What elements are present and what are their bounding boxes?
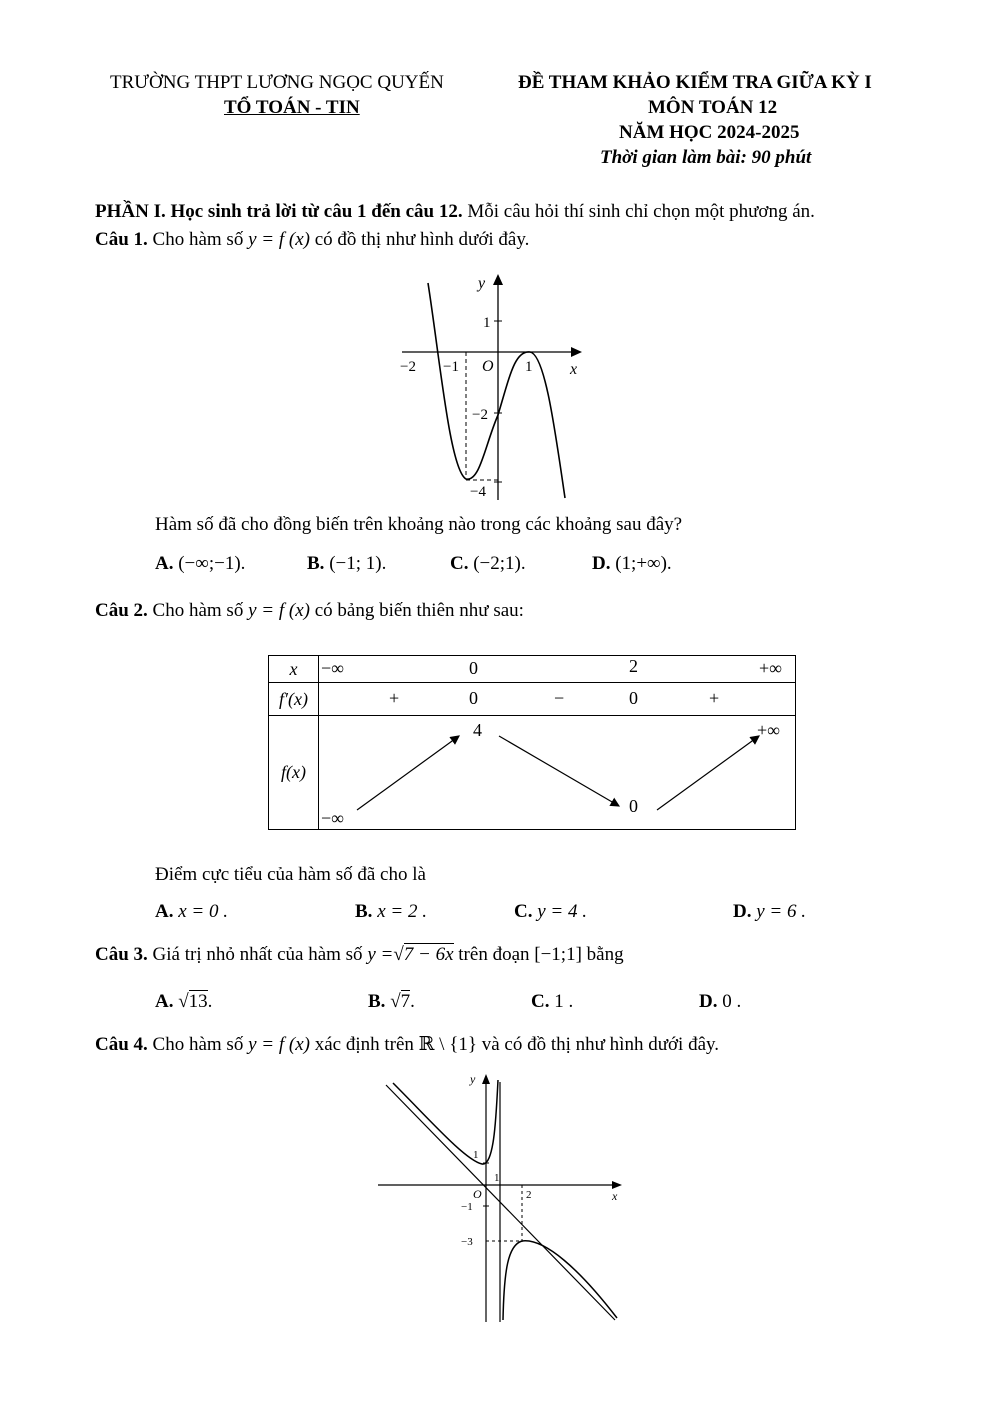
part1-title: PHẦN I. Học sinh trả lời từ câu 1 đến câu 12. <box>95 201 463 222</box>
part1-instruction: Mỗi câu hỏi thí sinh chỉ chọn một phương án. <box>467 201 815 222</box>
subject-title: MÔN TOÁN 12 <box>648 97 778 118</box>
part1-heading <box>95 201 815 223</box>
q2-option-a-letter: A. <box>155 901 174 922</box>
q3-label: Câu 3. <box>95 944 148 965</box>
q1-x-label: x <box>570 361 578 378</box>
q2-row-fprime-values <box>319 683 796 716</box>
q2-x-pos-inf: +∞ <box>759 658 782 678</box>
q1-y-arrow-icon <box>493 274 503 285</box>
q2-option-c-letter: C. <box>514 901 533 922</box>
q1-option-a[interactable] <box>155 553 245 575</box>
q4-xtick-label-1: 1 <box>494 1172 500 1184</box>
exam-title: ĐỀ THAM KHẢO KIỂM TRA GIỮA KỲ I <box>518 72 872 93</box>
q4-stem <box>95 1033 719 1056</box>
q4-formula: y = f (x) <box>248 1034 310 1055</box>
q3-text-c: bằng <box>586 944 624 965</box>
q2-option-d-letter: D. <box>733 901 752 922</box>
q3-option-c[interactable] <box>531 991 573 1013</box>
q2-variation-table <box>268 655 796 830</box>
q2-row-x-values <box>319 656 796 683</box>
q2-row-fprime-label: f′(x) <box>269 683 319 716</box>
q1-option-b-letter: B. <box>307 553 325 574</box>
department-name: TỔ TOÁN - TIN <box>224 97 360 118</box>
q2-x-neg-inf: −∞ <box>321 658 344 678</box>
q3-option-b[interactable] <box>368 991 415 1013</box>
q1-ytick-label-neg4: −4 <box>470 484 486 500</box>
q2-label: Câu 2. <box>95 600 148 621</box>
q2-x-2: 2 <box>629 656 638 676</box>
q1-text-b: có đồ thị như hình dưới đây. <box>314 229 530 250</box>
q2-option-a-value: x = 0 . <box>178 901 228 922</box>
q4-origin-label: O <box>473 1187 482 1201</box>
q4-right-branch <box>503 1241 617 1320</box>
q4-ytick-label-1: 1 <box>473 1149 479 1161</box>
q1-option-d-letter: D. <box>592 553 611 574</box>
q3-option-a-suffix: . <box>207 991 213 1012</box>
q2-arrow-down <box>499 736 619 806</box>
q3-option-a-letter: A. <box>155 991 174 1012</box>
q1-formula: y = f (x) <box>248 229 310 250</box>
q1-ytick-label-neg2: −2 <box>472 407 488 423</box>
exam-duration: Thời gian làm bài: 90 phút <box>600 147 812 168</box>
q1-option-c-value: (−2;1). <box>473 553 526 574</box>
q2-row-f-values <box>319 716 796 830</box>
q1-option-c[interactable] <box>450 553 526 575</box>
q2-sign-2: − <box>554 688 565 708</box>
q3-option-b-sqrt-icon: √ <box>390 991 401 1012</box>
q3-option-b-suffix: . <box>410 991 415 1012</box>
q2-option-b-value: x = 2 . <box>377 901 427 922</box>
q2-sign-zero-1: 0 <box>469 688 478 708</box>
q2-option-c-value: y = 4 . <box>537 901 587 922</box>
q2-f-end: +∞ <box>757 720 780 740</box>
q3-formula-lhs: y = <box>367 944 394 965</box>
q3-option-a[interactable] <box>155 991 212 1013</box>
q4-y-arrow-icon <box>482 1074 490 1084</box>
q4-domain: ℝ \ {1} <box>418 1034 477 1055</box>
q2-formula: y = f (x) <box>248 600 310 621</box>
q3-option-d-letter: D. <box>699 991 718 1012</box>
q2-row-x-label: x <box>269 656 319 683</box>
q1-stem <box>95 229 529 251</box>
q1-text-a: Cho hàm số <box>152 229 244 250</box>
q2-arrow-up-1 <box>357 736 459 810</box>
q4-ytick-label-neg1: −1 <box>461 1201 473 1213</box>
q2-row-f-label: f(x) <box>269 716 319 830</box>
q2-sign-3: + <box>709 688 720 708</box>
q1-option-d-value: (1;+∞). <box>615 553 672 574</box>
q1-option-c-letter: C. <box>450 553 469 574</box>
q3-interval: [−1;1] <box>534 944 582 965</box>
q4-x-arrow-icon <box>612 1181 622 1189</box>
q1-option-b-value: (−1; 1). <box>329 553 387 574</box>
q3-option-d[interactable] <box>699 991 741 1013</box>
q4-ytick-label-neg3: −3 <box>461 1236 473 1248</box>
q4-text-a: Cho hàm số <box>152 1034 244 1055</box>
q1-graph <box>395 268 590 502</box>
q2-x-0: 0 <box>469 658 478 678</box>
q1-origin-label: O <box>482 358 494 375</box>
school-name: TRƯỜNG THPT LƯƠNG NGỌC QUYẾN <box>110 72 444 93</box>
q2-sign-1: + <box>389 688 400 708</box>
q4-xtick-label-2: 2 <box>526 1189 532 1201</box>
q3-option-a-radicand: 13 <box>188 991 208 1012</box>
q4-text-b: xác định trên <box>314 1034 414 1055</box>
q3-option-d-value: 0 . <box>722 991 742 1012</box>
q4-text-c: và có đồ thị như hình dưới đây. <box>481 1034 720 1055</box>
q2-f-start: −∞ <box>321 808 344 828</box>
q3-formula-radicand: 7 − 6x <box>403 944 454 965</box>
q1-option-d[interactable] <box>592 553 672 575</box>
q2-option-b[interactable] <box>355 901 427 923</box>
q1-prompt: Hàm số đã cho đồng biến trên khoảng nào trong các khoảng sau đây? <box>155 514 683 535</box>
q3-option-b-letter: B. <box>368 991 386 1012</box>
q2-f-min: 0 <box>629 796 638 816</box>
q3-option-b-radicand: 7 <box>400 991 411 1012</box>
q2-arrow-up-2 <box>657 736 759 810</box>
q2-arrows <box>319 716 797 830</box>
q2-option-d[interactable] <box>733 901 806 923</box>
q3-text-a: Giá trị nhỏ nhất của hàm số <box>152 944 363 965</box>
q2-text-b: có bảng biến thiên như sau: <box>314 600 524 621</box>
q1-label: Câu 1. <box>95 229 148 250</box>
q3-option-c-value: 1 . <box>554 991 574 1012</box>
q1-option-a-letter: A. <box>155 553 174 574</box>
q1-ytick-label-1: 1 <box>483 315 491 331</box>
q4-x-label: x <box>612 1189 618 1203</box>
q4-label: Câu 4. <box>95 1034 148 1055</box>
q4-y-label: y <box>470 1072 476 1086</box>
q2-text-a: Cho hàm số <box>152 600 244 621</box>
q2-option-b-letter: B. <box>355 901 373 922</box>
q2-option-c[interactable] <box>514 901 587 923</box>
q3-stem <box>95 944 624 966</box>
q3-option-c-letter: C. <box>531 991 550 1012</box>
q2-option-d-value: y = 6 . <box>756 901 806 922</box>
q1-xtick-label-neg1: −1 <box>443 359 459 375</box>
q1-x-arrow-icon <box>571 347 582 357</box>
q2-option-a[interactable] <box>155 901 228 923</box>
q4-left-branch <box>393 1080 498 1164</box>
q3-text-b: trên đoạn <box>458 944 530 965</box>
q1-y-label: y <box>478 275 486 292</box>
q4-graph <box>375 1070 625 1325</box>
q2-f-max: 4 <box>473 720 482 740</box>
q1-option-b[interactable] <box>307 553 386 575</box>
q1-xtick-label-neg2: −2 <box>400 359 416 375</box>
q3-option-a-sqrt-icon: √ <box>178 991 189 1012</box>
q2-stem <box>95 600 524 622</box>
q1-curve <box>428 283 565 498</box>
q2-prompt: Điểm cực tiểu của hàm số đã cho là <box>155 864 426 885</box>
school-year: NĂM HỌC 2024-2025 <box>619 122 800 143</box>
q1-option-a-value: (−∞;−1). <box>178 553 246 574</box>
q3-sqrt-icon: √ <box>393 944 404 965</box>
q2-sign-zero-2: 0 <box>629 688 638 708</box>
q1-xtick-label-1: 1 <box>525 359 533 375</box>
